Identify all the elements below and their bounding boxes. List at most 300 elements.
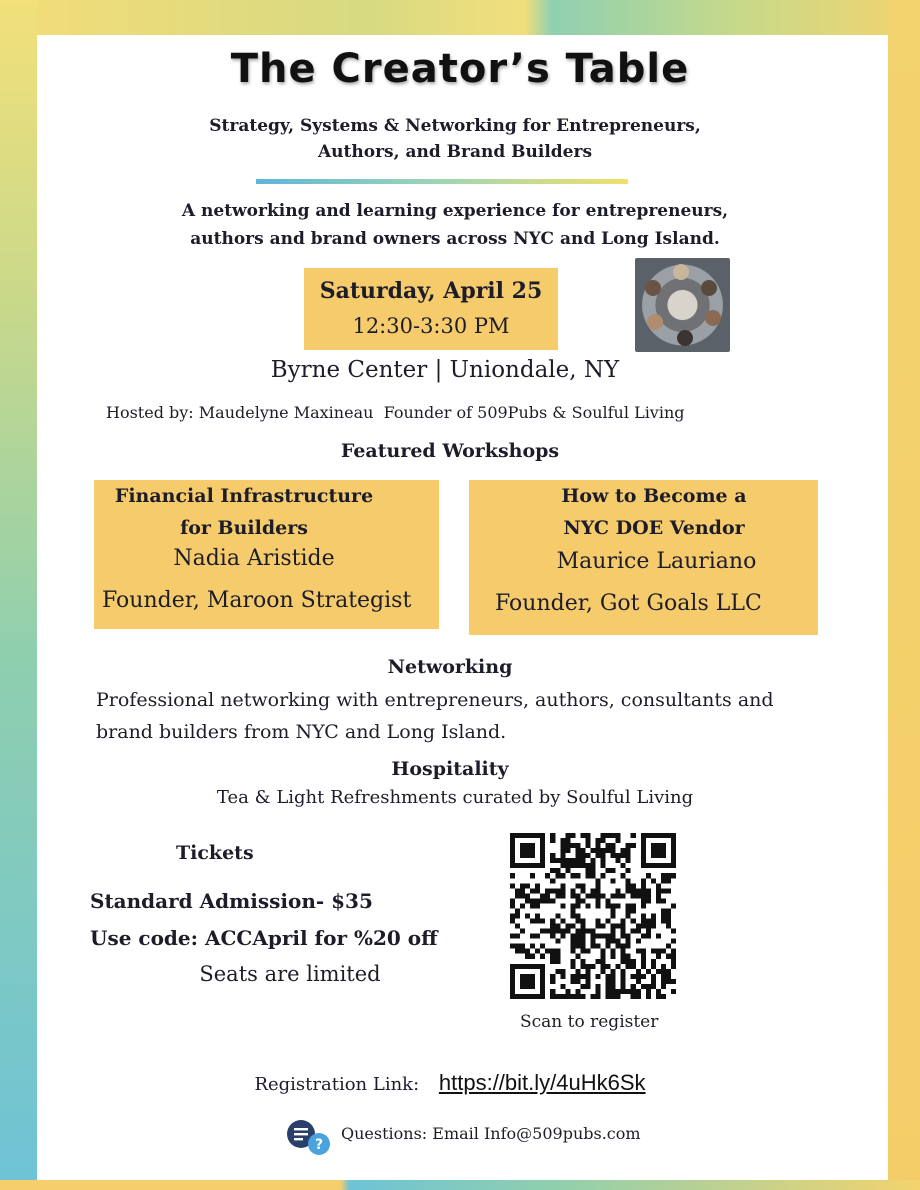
qr-module [515,888,520,893]
qr-module [671,838,676,843]
qr-module [535,833,540,838]
qr-module [585,903,590,908]
qr-module [611,878,616,883]
qr-module [646,924,651,929]
qr-module [656,994,661,999]
qr-module [535,964,540,969]
qr-module [520,964,525,969]
qr-module [601,969,606,974]
qr-module [596,934,601,939]
qr-module [575,853,580,858]
qr-module [641,954,646,959]
qr-module [651,949,656,954]
qr-caption: Scan to register [520,1012,659,1032]
qr-module [545,929,550,934]
qr-module [575,873,580,878]
qr-module [590,944,595,949]
qr-module [575,934,580,939]
qr-module [601,954,606,959]
qr-module [585,969,590,974]
qr-module [580,924,585,929]
qr-module [510,919,515,924]
qr-module [601,924,606,929]
qr-module [651,843,656,848]
qr-module [510,934,515,939]
qr-module [570,974,575,979]
qr-module [525,984,530,989]
qr-module [641,959,646,964]
qr-module [530,898,535,903]
qr-module [606,964,611,969]
qr-module [621,848,626,853]
qr-module [575,898,580,903]
workshop-title [469,480,839,544]
qr-module [520,893,525,898]
qr-module [596,888,601,893]
qr-module [616,924,621,929]
qr-module [555,868,560,873]
qr-module [616,989,621,994]
qr-module [596,838,601,843]
qr-module [596,944,601,949]
qr-module [550,833,555,838]
qr-module [626,939,631,944]
qr-module [606,939,611,944]
qr-module [560,969,565,974]
qr-module [510,848,515,853]
qr-module [656,863,661,868]
qr-module [651,863,656,868]
qr-module [601,959,606,964]
qr-module [580,853,585,858]
qr-module [535,949,540,954]
qr-module [550,929,555,934]
qr-module [626,853,631,858]
qr-module [530,863,535,868]
registration-link[interactable]: https://bit.ly/4uHk6Sk [438,1070,646,1095]
qr-module [641,888,646,893]
qr-module [585,838,590,843]
qr-module [626,944,631,949]
qr-module [585,893,590,898]
qr-module [560,883,565,888]
qr-module [570,873,575,878]
workshops-heading: Featured Workshops [340,440,560,462]
qr-module [646,919,651,924]
qr-module [621,979,626,984]
qr-module [616,833,621,838]
qr-module [515,924,520,929]
workshop-title [64,480,424,544]
qr-module [641,843,646,848]
qr-module [611,848,616,853]
qr-module [631,908,636,913]
qr-module [575,913,580,918]
qr-module [515,913,520,918]
qr-module [631,833,636,838]
qr-module [550,979,555,984]
qr-module [520,853,525,858]
person-head [647,314,663,330]
qr-module [520,994,525,999]
qr-module [510,903,515,908]
qr-module [520,903,525,908]
qr-module [550,994,555,999]
qr-module [661,863,666,868]
qr-module [611,939,616,944]
qr-module [596,959,601,964]
qr-module [621,863,626,868]
qr-module [555,929,560,934]
qr-module [585,853,590,858]
qr-module [510,913,515,918]
qr-module [585,863,590,868]
qr-module [530,848,535,853]
qr-module [580,888,585,893]
qr-module [611,949,616,954]
qr-module [560,984,565,989]
tagline-line: authors and brand owners across NYC and Long Island. [190,229,720,249]
qr-module [580,949,585,954]
qr-module [661,873,666,878]
frame-bottom [0,1180,920,1190]
qr-module [555,888,560,893]
qr-module [621,924,626,929]
qr-module [626,964,631,969]
networking-heading: Networking [387,656,513,678]
qr-module [631,919,636,924]
qr-module [540,853,545,858]
qr-module [641,924,646,929]
event-time: 12:30-3:30 PM [352,314,510,338]
qr-module [671,863,676,868]
qr-module [525,954,530,959]
qr-module [606,898,611,903]
qr-module [621,969,626,974]
qr-module [626,843,631,848]
person-head [705,310,721,326]
qr-module [631,893,636,898]
qr-module [651,984,656,989]
qr-module [596,853,601,858]
qr-module [666,969,671,974]
qr-module [510,873,515,878]
qr-module [601,949,606,954]
qr-module [596,893,601,898]
qr-module [671,858,676,863]
qr-module [606,994,611,999]
qr-module [535,883,540,888]
frame-right [888,0,920,1190]
qr-module [580,939,585,944]
qr-module [641,898,646,903]
qr-module [560,863,565,868]
hospitality-heading: Hospitality [391,758,509,780]
workshop-card [94,480,439,629]
qr-module [580,994,585,999]
qr-module [611,843,616,848]
qr-module [621,919,626,924]
qr-module [570,913,575,918]
qr-module [636,994,641,999]
qr-module [626,883,631,888]
qr-module [570,833,575,838]
qr-module [606,979,611,984]
qr-module [525,853,530,858]
qr-module [656,954,661,959]
qr-module [555,913,560,918]
qr-module [510,979,515,984]
qr-module [656,888,661,893]
qr-module [646,934,651,939]
qr-module [646,888,651,893]
qr-module [631,959,636,964]
qr-module [646,984,651,989]
qr-module [590,888,595,893]
qr-module [560,974,565,979]
qr-module [661,913,666,918]
qr-module [606,944,611,949]
qr-module [601,873,606,878]
qr-module [641,893,646,898]
qr-module [626,878,631,883]
qr-module [641,838,646,843]
qr-module [616,994,621,999]
qr-module [525,949,530,954]
qr-module [621,954,626,959]
qr-module [641,878,646,883]
qr-module [510,944,515,949]
qr-module [560,858,565,863]
qr-module [671,929,676,934]
qr-module [616,964,621,969]
qr-module [661,853,666,858]
qr-module [585,929,590,934]
qr-module [580,858,585,863]
qr-module [631,984,636,989]
svg-text:?: ? [314,1137,324,1153]
qr-module [611,913,616,918]
qr-module [515,964,520,969]
qr-module [535,994,540,999]
qr-module [626,934,631,939]
hospitality-description: Tea & Light Refreshments curated by Soulful Living [216,787,694,808]
qr-module [606,934,611,939]
qr-module [611,929,616,934]
qr-module [661,878,666,883]
qr-module [540,919,545,924]
qr-module [611,994,616,999]
qr-module [621,893,626,898]
qr-module [510,883,515,888]
qr-module [661,848,666,853]
qr-module [540,843,545,848]
qr-module [540,964,545,969]
qr-module [646,989,651,994]
registration-row [0,1070,900,1096]
qr-module [590,858,595,863]
qr-module [616,853,621,858]
qr-module [555,858,560,863]
qr-module [651,974,656,979]
qr-module [611,989,616,994]
qr-module [606,833,611,838]
qr-module [636,969,641,974]
subtitle-line: Strategy, Systems & Networking for Entrepreneurs, [209,116,701,136]
qr-module [596,883,601,888]
qr-module [671,979,676,984]
qr-module [570,949,575,954]
qr-module [565,929,570,934]
qr-module [560,843,565,848]
qr-module [606,868,611,873]
qr-module [641,853,646,858]
frame-top [0,0,920,35]
qr-module [656,989,661,994]
qr-module [510,858,515,863]
qr-module [611,853,616,858]
qr-module [590,964,595,969]
qr-module [530,934,535,939]
networking-line: brand builders from NYC and Long Island. [96,721,507,743]
page-title: The Creator’s Table [230,46,690,92]
qr-module [666,924,671,929]
qr-module [621,949,626,954]
qr-module [560,838,565,843]
qr-module [535,898,540,903]
qr-module [641,974,646,979]
qr-module [555,939,560,944]
tagline [0,197,910,253]
qr-module [666,979,671,984]
qr-code-icon[interactable] [510,833,676,999]
qr-module [606,974,611,979]
qr-module [530,979,535,984]
qr-module [671,964,676,969]
qr-module [616,944,621,949]
qr-module [580,959,585,964]
qr-module [530,903,535,908]
qr-module [621,974,626,979]
qr-module [641,919,646,924]
qr-module [550,858,555,863]
qr-module [596,903,601,908]
qr-module [636,929,641,934]
qr-module [661,994,666,999]
qr-module [550,949,555,954]
qr-module [661,888,666,893]
qr-module [570,979,575,984]
qr-module [656,898,661,903]
chat-question-icon [286,1118,334,1158]
qr-module [646,893,651,898]
qr-module [510,853,515,858]
qr-module [661,974,666,979]
qr-module [671,843,676,848]
qr-module [570,908,575,913]
qr-module [575,843,580,848]
host-info: Hosted by: Maudelyne Maxineau Founder of 509Pubs & Soulful Living [106,403,685,422]
qr-module [636,939,641,944]
qr-module [646,994,651,999]
subtitle [0,113,910,165]
qr-module [525,898,530,903]
qr-module [656,848,661,853]
qr-module [616,939,621,944]
workshop-presenter: Nadia Aristide [173,546,335,571]
qr-module [651,833,656,838]
qr-module [555,949,560,954]
workshop-title-line: Financial Infrastructure [114,485,374,507]
qr-module [590,929,595,934]
qr-module [550,838,555,843]
qr-module [601,853,606,858]
qr-module [611,893,616,898]
qr-module [656,843,661,848]
qr-module [565,858,570,863]
qr-module [520,944,525,949]
qr-module [550,868,555,873]
qr-module [570,888,575,893]
qr-module [621,873,626,878]
qr-module [555,969,560,974]
qr-module [656,833,661,838]
qr-module [575,974,580,979]
qr-module [611,924,616,929]
qr-module [510,898,515,903]
qr-module [661,833,666,838]
qr-module [520,883,525,888]
qr-module [525,833,530,838]
subtitle-line: Authors, and Brand Builders [317,142,593,162]
qr-module [636,924,641,929]
qr-module [515,994,520,999]
qr-module [525,913,530,918]
qr-module [515,944,520,949]
qr-module [575,883,580,888]
qr-module [575,848,580,853]
person-head [701,280,717,296]
qr-module [631,888,636,893]
qr-module [626,908,631,913]
qr-module [656,969,661,974]
qr-module [641,863,646,868]
qr-module [661,964,666,969]
qr-module [530,843,535,848]
questions-contact: Questions: Email Info@509pubs.com [341,1124,641,1143]
workshop-card [469,480,818,635]
qr-module [570,939,575,944]
qr-module [565,833,570,838]
qr-module [666,888,671,893]
qr-module [651,913,656,918]
qr-module [550,888,555,893]
qr-module [626,954,631,959]
qr-module [621,984,626,989]
qr-module [641,913,646,918]
qr-module [570,843,575,848]
qr-module [585,964,590,969]
qr-module [656,893,661,898]
qr-module [585,868,590,873]
qr-module [510,974,515,979]
qr-module [611,984,616,989]
qr-module [656,934,661,939]
qr-module [550,924,555,929]
qr-module [646,833,651,838]
qr-module [510,969,515,974]
qr-module [580,974,585,979]
